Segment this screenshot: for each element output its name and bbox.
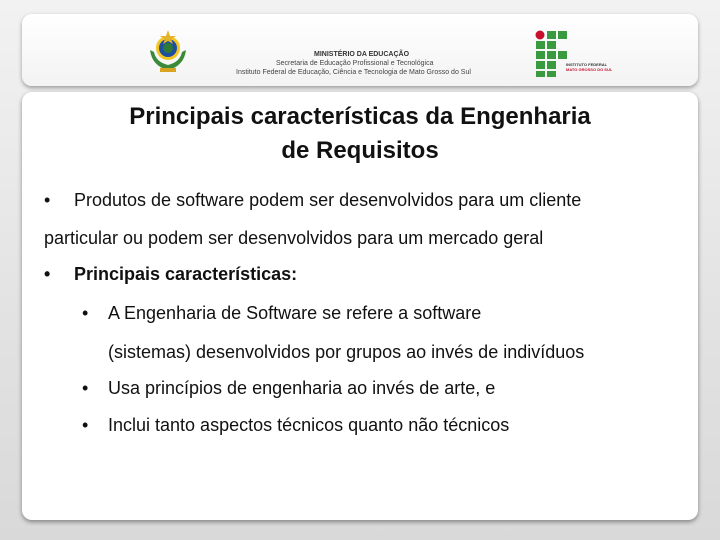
slide-title-line2: de Requisitos <box>281 137 439 164</box>
bullet-icon: • <box>44 190 51 210</box>
bullet-icon: • <box>44 264 51 284</box>
ministry-label: MINISTÉRIO DA EDUCAÇÃO <box>314 51 410 58</box>
institute-label: Instituto Federal de Educação, Ciência e Tecnologia de Mato Grosso do Sul <box>236 69 471 76</box>
paragraph-1-line-1: Produtos de software podem ser desenvolvidos para um cliente <box>74 190 582 210</box>
header-institution-text <box>236 50 496 77</box>
if-name-line2: MATO GROSSO DO SUL <box>566 67 613 72</box>
sub-bullet-icon: • <box>82 378 89 398</box>
if-name-line1: INSTITUTO FEDERAL <box>566 62 608 67</box>
sub-item-1-line-1: A Engenharia de Software se refere a software <box>108 303 482 323</box>
paragraph-2: Principais características: <box>74 264 298 284</box>
sub-item-1-line-2: (sistemas) desenvolvidos por grupos ao invés de indivíduos <box>108 342 585 362</box>
sub-item-2: Usa princípios de engenharia ao invés de arte, e <box>108 378 496 398</box>
paragraph-1-line-2: particular ou podem ser desenvolvidos para um mercado geral <box>44 228 544 248</box>
slide-title <box>22 100 698 168</box>
secretariat-label: Secretaria de Educação Profissional e Tecnológica <box>276 60 434 67</box>
sub-bullet-icon: • <box>82 415 89 435</box>
brazil-coat-of-arms-icon <box>146 28 190 76</box>
if-name-label <box>566 62 612 72</box>
sub-bullet-icon: • <box>82 303 89 323</box>
slide-title-line1: Principais características da Engenharia <box>129 103 591 130</box>
sub-item-3: Inclui tanto aspectos técnicos quanto não técnicos <box>108 415 510 435</box>
